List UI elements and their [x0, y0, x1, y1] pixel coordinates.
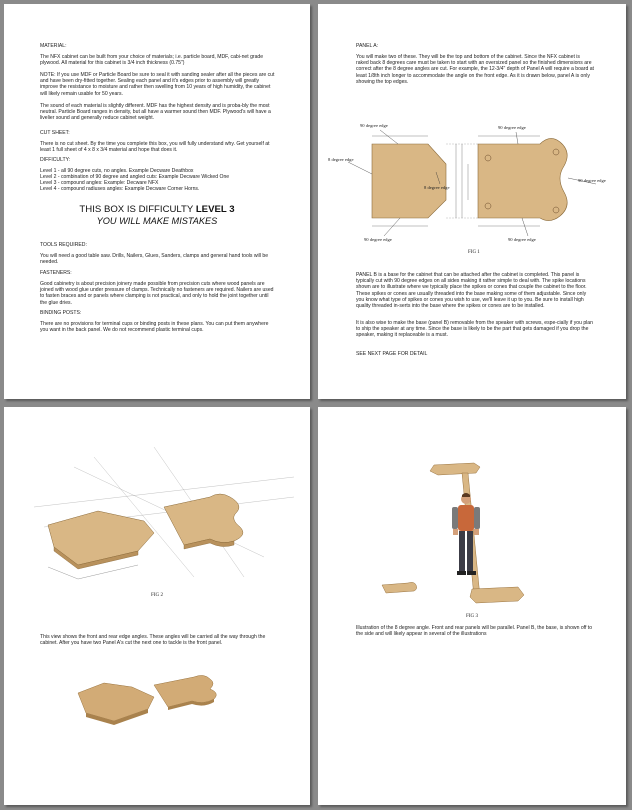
top-panel	[430, 463, 480, 475]
panel-b-side	[382, 582, 417, 593]
difficulty-level-2: Level 2 - combination of 90 degree and angled cuts: Example Decware Wicked One	[40, 174, 230, 180]
difficulty-heading: DIFFICULTY:	[40, 157, 71, 163]
difficulty-banner-prefix: THIS BOX IS DIFFICULTY	[79, 204, 196, 215]
tools-paragraph: You will need a good table saw. Drills, Nailers, Glues, Sanders, clamps and general hand tools will be needed.	[40, 253, 269, 266]
cut-sheet-paragraph: There is no cut sheet. By the time you complete this box, you will fully understand why. Get yourself at least 1 full sheet of 4 x 8 x 3/4 material and hope that does it.	[40, 141, 270, 154]
tools-heading: TOOLS REQUIRED:	[40, 242, 87, 248]
page-2	[318, 4, 626, 399]
material-paragraph-3: The sound of each material is slightly different. MDF has the highest density and is proba-bly the most neutral. Particle Board ranges in density, but all have a warmer sound then MDF. Plywood's will have a livelier sound and generally reduce cabinet weight.	[40, 103, 271, 122]
bottom-panel	[470, 587, 524, 603]
fig1-caption: FIG 1	[468, 250, 480, 255]
figure-3-drawing	[368, 457, 568, 607]
panel-a-paragraph: You will make two of these. They will be the top and bottom of the cabinet. Since the NFX cabinet is raked back 8 degrees care must be taken to start with an oversized panel so the finished dimensions are correct after the 8 degree angles are cut. For example, the 12-3/4" depth of Panel A will require a board at least 1/8th inch longer to accommodate the angle on the front edge. As it is drawn below, panel A is only showing the top edges.	[356, 54, 594, 85]
fig1-label-1: 90 degree edge	[360, 123, 388, 128]
fig1-label-2: 8 degree edge	[328, 157, 354, 162]
panel-b-removable-paragraph: It is also wise to make the base (panel B) removable from the speaker with screws, espe-cially if you plan to ship the speaker at any time. Since the base is likely to be the part that gets damaged if you drop the speaker, making it replaceable is a must.	[356, 320, 593, 339]
fig1-label-4: 90 degree edge	[364, 237, 392, 242]
panel-a-heading: PANEL A:	[356, 43, 379, 49]
fig1-label-6: 90 degree edge	[578, 178, 606, 183]
fig2-caption: FIG 2	[150, 592, 164, 598]
fig3-paragraph: Illustration of the 8 degree angle. Front and rear panels will be parallel. Panel B, the base, is shown off to the side and will likely appear in several of the illustrations	[356, 625, 593, 638]
fig2-paragraph: This view shows the front and rear edge angles. These angles will be carried all the way through the cabinet. After you have two Panel A's cut the next one to tackle is the front panel.	[40, 634, 266, 647]
material-paragraph-1: The NFX cabinet can be built from your choice of materials; i.e. particle board, MDF, cabi-net grade plywood. All material for this cabinet is 3/4 inch thickness (0.75")	[40, 54, 264, 67]
see-next-page-note: SEE NEXT PAGE FOR DETAIL	[356, 351, 428, 357]
page-4	[318, 407, 626, 805]
page-3	[4, 407, 310, 805]
difficulty-banner-level: LEVEL 3	[195, 204, 235, 215]
panel-b-3d	[164, 494, 243, 545]
page-1	[4, 4, 310, 399]
difficulty-level-1: Level 1 - all 90 degree cuts, no angles. Example Decware Deathbox	[40, 168, 194, 174]
panel-a-shape	[372, 144, 446, 218]
difficulty-level-4: Level 4 - compound radiuses angles: Example Decware Corner Horns.	[40, 186, 200, 192]
difficulty-warning: YOU WILL MAKE MISTAKES	[96, 216, 218, 226]
fasteners-paragraph: Good cabinetry is about precision joinery made possible from precision cuts where wood panels are joined with wood glue under pressure of clamps. Technically no fasteners are required. Nailers are used to fasten braces and or panels where clamping is not practical, and only to hold the joint together until the glue dries.	[40, 281, 274, 306]
fasteners-heading: FASTENERS:	[40, 270, 72, 276]
panel-b-paragraph: PANEL B is a base for the cabinet that can be attached after the cabinet is completed. This panel is typically cut with 90 degree edges on all sides making it rather simple to deal with. The spike locations shown are to illustrate where we typically place the spikes or cones that couple the cabinet to the floor. These spikes or cones are usually threaded into the base making some of them adjustable. Since only you know what type of spikes or cones you wish to use, we'll leave it up to you. Be sure to install high quality threaded in-serts into the base where the spikes or cones are to be installed.	[356, 272, 587, 310]
cut-sheet-heading: CUT SHEET:	[40, 130, 70, 136]
difficulty-level-3: Level 3 - compound angles: Example: Decware NFX	[40, 180, 159, 186]
fig3-caption: FIG 3	[465, 613, 479, 619]
difficulty-banner	[4, 204, 310, 215]
fig1-label-3: 8 degree edge	[424, 185, 450, 190]
figure-1-drawing	[328, 112, 618, 262]
material-heading: MATERIAL:	[40, 43, 67, 49]
fig1-label-7: 90 degree edge	[508, 237, 536, 242]
material-paragraph-2: NOTE: If you use MDF or Particle Board be sure to seal it with sanding sealer after all the pieces are cut and have been dry-fitted together. Sealing each panel and it's edges prior to assembly will greatly improve the resistance to moisture and rather then swelling from 10 years of high humidity, the cabinet will likely remain usable for 50 years.	[40, 72, 275, 97]
panel-photo-pair	[74, 669, 234, 729]
binding-posts-heading: BINDING POSTS:	[40, 310, 82, 316]
fig1-label-5: 90 degree edge	[498, 125, 526, 130]
binding-posts-paragraph: There are no provisions for terminal cups or binding posts in these plans. You can put them anywhere you want in the back panel. We do not recommend plastic terminal cups.	[40, 321, 269, 334]
figure-2-drawing	[34, 447, 294, 587]
